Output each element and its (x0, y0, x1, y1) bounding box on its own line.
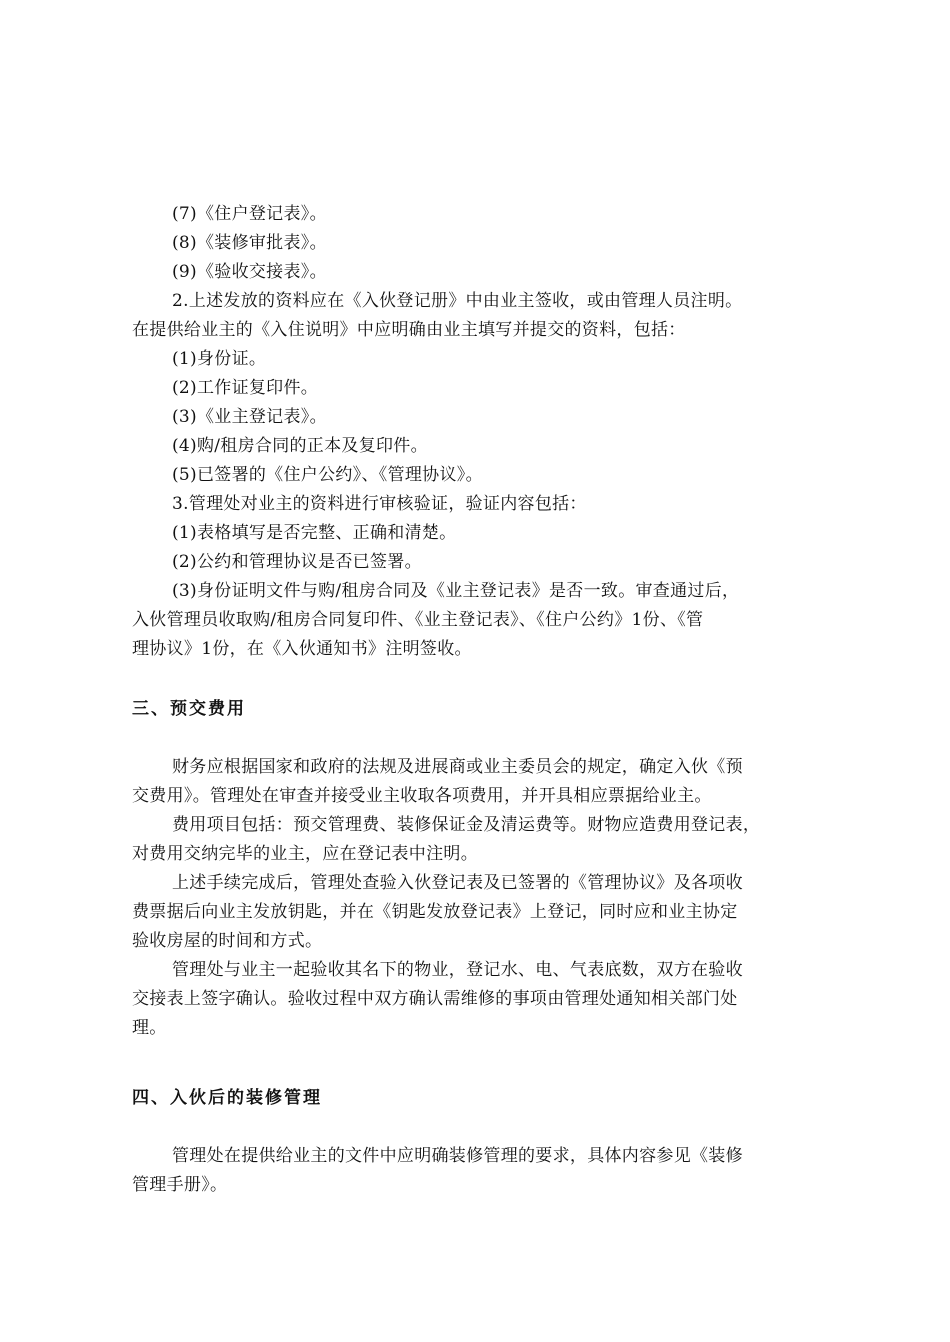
section3-paragraph-1 (132, 753, 822, 811)
paragraph-line: 验收房屋的时间和方式。 (132, 931, 323, 951)
list-forms-7-9 (132, 200, 822, 287)
paragraph-line: 入伙管理员收取购/租房合同复印件、《业主登记表》、《住户公约》1份、《管 (132, 610, 704, 630)
list-item: (5)已签署的《住户公约》、《管理协议》。 (172, 465, 483, 485)
paragraph-line: 管理处与业主一起验收其名下的物业，登记水、电、气表底数，双方在验收 (172, 960, 743, 980)
list-item: (2)工作证复印件。 (172, 378, 319, 398)
document-body (132, 200, 822, 1200)
list-item: (2)公约和管理协议是否已签署。 (172, 552, 422, 572)
paragraph-line: 上述手续完成后，管理处查验入伙登记表及已签署的《管理协议》及各项收 (172, 873, 743, 893)
paragraph-line: 费票据后向业主发放钥匙，并在《钥匙发放登记表》上登记，同时应和业主协定 (132, 902, 738, 922)
section4-paragraph-1 (132, 1142, 822, 1200)
list-required-documents (132, 345, 822, 490)
paragraph-line: 2.上述发放的资料应在《入伙登记册》中由业主签收，或由管理人员注明。 (172, 291, 743, 311)
section-heading: 三、预交费用 (132, 699, 246, 719)
paragraph-line: 交费用》。管理处在审查并接受业主收取各项费用，并开具相应票据给业主。 (132, 786, 712, 806)
section3-paragraph-4 (132, 956, 822, 1043)
list-verification (132, 519, 822, 664)
paragraph-line: 对费用交纳完毕的业主，应在登记表中注明。 (132, 844, 478, 864)
paragraph-line: 理协议》1份，在《入伙通知书》注明签收。 (132, 639, 472, 659)
list-item: (7)《住户登记表》。 (172, 204, 327, 224)
paragraph-line: 管理处在提供给业主的文件中应明确装修管理的要求，具体内容参见《装修 (172, 1146, 743, 1166)
paragraph-line: 管理手册》。 (132, 1175, 228, 1195)
paragraph-item-2 (132, 287, 822, 345)
list-item: (9)《验收交接表》。 (172, 262, 327, 282)
paragraph-line: 费用项目包括：预交管理费、装修保证金及清运费等。财物应造费用登记表， (172, 815, 761, 835)
paragraph-line: 在提供给业主的《入住说明》中应明确由业主填写并提交的资料，包括： (132, 320, 686, 340)
paragraph-line: 财务应根据国家和政府的法规及进展商或业主委员会的规定，确定入伙《预 (172, 757, 743, 777)
section3-paragraph-2 (132, 811, 822, 869)
paragraph-line: (3)身份证明文件与购/租房合同及《业主登记表》是否一致。审查通过后， (172, 581, 740, 601)
list-item: (8)《装修审批表》。 (172, 233, 327, 253)
section-heading: 四、入伙后的装修管理 (132, 1088, 322, 1108)
section3-paragraph-3 (132, 869, 822, 956)
list-item: (4)购/租房合同的正本及复印件。 (172, 436, 428, 456)
list-item: (1)表格填写是否完整、正确和清楚。 (172, 523, 457, 543)
paragraph-line: 理。 (132, 1018, 167, 1038)
list-item: (1)身份证。 (172, 349, 267, 369)
paragraph-line: 交接表上签字确认。验收过程中双方确认需维修的事项由管理处通知相关部门处 (132, 989, 738, 1009)
paragraph-item-3: 3.管理处对业主的资料进行审核验证，验证内容包括： (172, 494, 587, 514)
list-item: (3)《业主登记表》。 (172, 407, 327, 427)
